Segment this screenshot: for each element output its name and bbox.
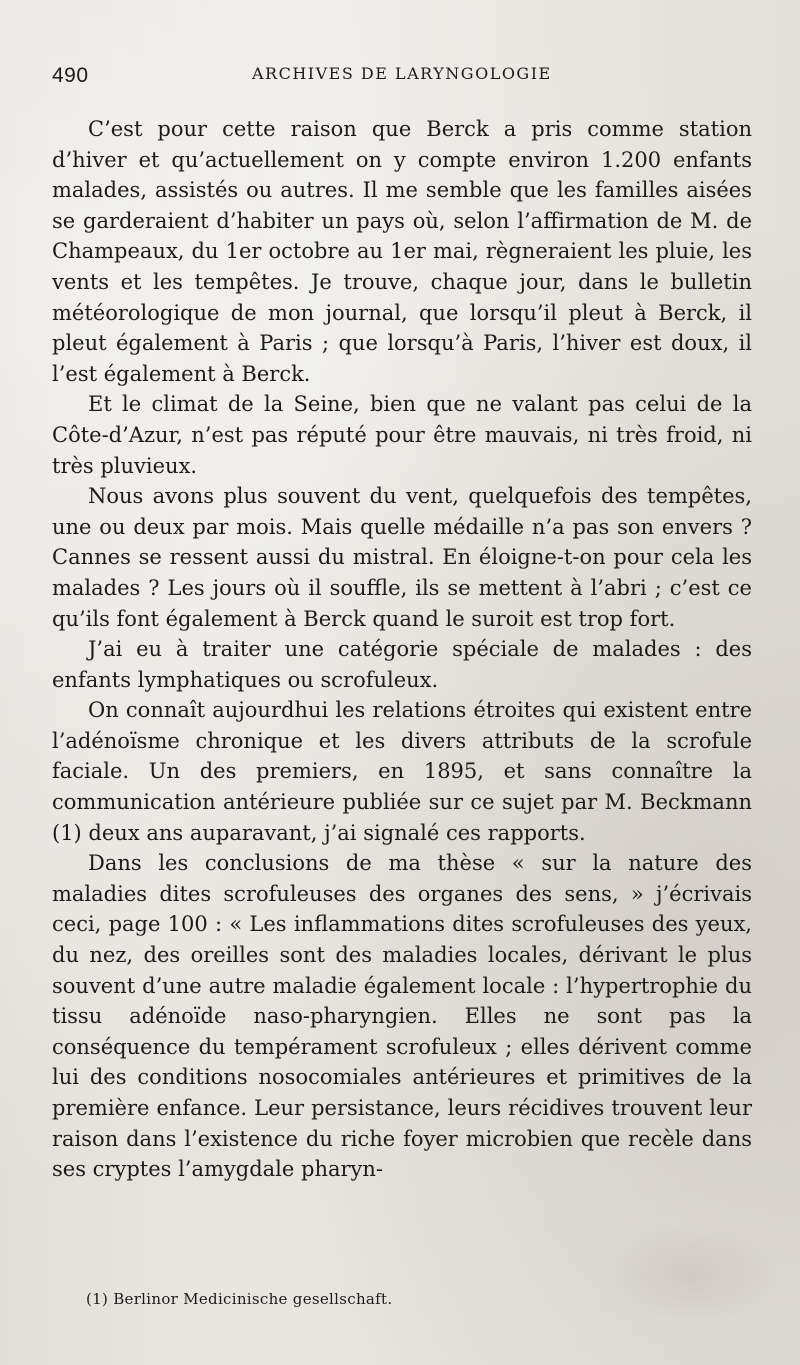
paragraph: On connaît aujourdhui les relations étroites qui existent entre l’adénoïsme chronique et les divers attributs de la scrofule faciale. Un des premiers, en 1895, et sans connaître la communication antérieure publiée sur ce sujet par M. Beckmann (1) deux ans auparavant, j’ai signalé ces rapports. <box>52 698 752 845</box>
footnote-divider <box>52 1268 92 1269</box>
running-head <box>52 60 760 90</box>
page-number: 490 <box>52 64 89 87</box>
paragraph: Dans les conclusions de ma thèse « sur la nature des maladies dites scrofuleuses des organes des sens, » j’écrivais ceci, page 100 : « Les inflammations dites scrofuleuses des yeux, du nez, des oreilles sont des maladies locales, dérivant le plus souvent d’une autre maladie également locale : l’hypertrophie du tissu adénoïde naso-pharyngien. Elles ne sont pas la conséquence du tempérament scrofuleux ; elles dérivent comme lui des conditions nosocomiales antérieures et primitives de la première enfance. Leur persistance, leurs récidives trouvent leur raison dans l’existence du riche foyer microbien que recèle dans ses cryptes l’amygdale pharyn- <box>52 851 752 1182</box>
body-text <box>52 114 752 1185</box>
paragraph: J’ai eu à traiter une catégorie spéciale de malades : des enfants lymphatiques ou scrofuleux. <box>52 637 752 692</box>
journal-title: ARCHIVES DE LARYNGOLOGIE <box>252 64 552 83</box>
paragraph: Et le climat de la Seine, bien que ne valant pas celui de la Côte-d’Azur, n’est pas réputé pour être mauvais, ni très froid, ni très pluvieux. <box>52 392 752 478</box>
paragraph: Nous avons plus souvent du vent, quelquefois des tempêtes, une ou deux par mois. Mais quelle médaille n’a pas son envers ? Cannes se ressent aussi du mistral. En éloigne-t-on pour cela les malades ? Les jours où il souffle, ils se mettent à l’abri ; c’est ce qu’ils font également à Berck quand le suroit est trop fort. <box>52 484 752 631</box>
paragraph: C’est pour cette raison que Berck a pris comme station d’hiver et qu’actuellement on y compte environ 1.200 enfants malades, assistés ou autres. Il me semble que les familles aisées se garderaient d’habiter un pays où, selon l’affirmation de M. de Champeaux, du 1er octobre au 1er mai, règneraient les pluie, les vents et les tempêtes. Je trouve, chaque jour, dans le bulletin météorologique de mon journal, que lorsqu’il pleut à Berck, il pleut également à Paris ; que lorsqu’à Paris, l’hiver est doux, il l’est également à Berck. <box>52 117 752 386</box>
page-stain <box>600 1225 780 1325</box>
footnote: (1) Berlinor Medicinische gesellschaft. <box>86 1290 393 1308</box>
